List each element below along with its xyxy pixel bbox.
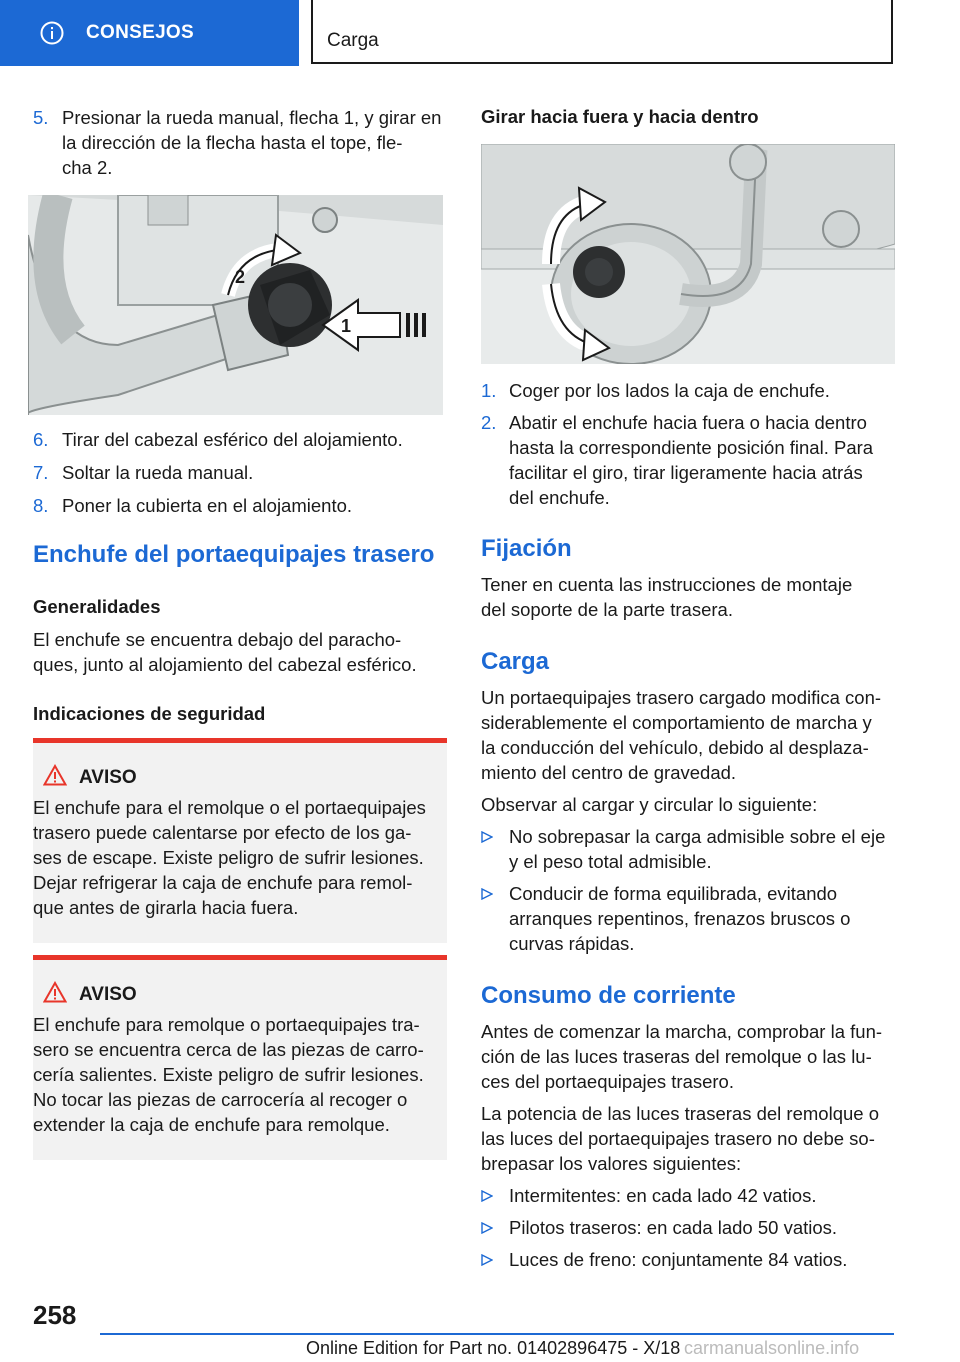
fix-title: Fijación: [481, 535, 572, 562]
chapter-header: [311, 0, 893, 64]
info-icon: [40, 21, 64, 45]
general-text: [33, 627, 417, 677]
step-line: cha 2.: [62, 157, 113, 178]
socket-swing-figure: [481, 144, 895, 364]
text-line: que antes de girarla hacia fuera.: [33, 897, 299, 918]
list-item: [481, 824, 901, 874]
chapter-tab[interactable]: [0, 0, 299, 66]
warning-title: AVISO: [79, 984, 137, 1005]
text-line: ces del portaequipajes trasero.: [481, 1071, 734, 1092]
triangle-bullet-icon: [481, 888, 493, 900]
text-line: El enchufe para el remolque o el portaequipajes: [33, 797, 426, 818]
text-line: extender la caja de enchufe para remolque.: [33, 1114, 390, 1135]
warning-text: [33, 795, 443, 920]
step-line: facilitar el giro, tirar ligeramente hacia atrás: [509, 462, 863, 483]
text-line: Luces de freno: conjuntamente 84 vatios.: [509, 1249, 848, 1270]
text-line: curvas rápidas.: [509, 933, 635, 954]
text-line: Conducir de forma equilibrada, evitando: [509, 883, 838, 904]
text-line: ques, junto al alojamiento del cabezal esférico.: [33, 654, 417, 675]
step-number: 7.: [33, 462, 49, 483]
step-text: Soltar la rueda manual.: [62, 462, 254, 483]
step-number: 5.: [33, 107, 49, 128]
warning-text: [33, 1012, 443, 1137]
socket-swing-illustration: [481, 144, 895, 364]
text-line: No tocar las piezas de carrocería al recoger o: [33, 1089, 408, 1110]
footer-divider: [100, 1333, 894, 1335]
safety-title: Indicaciones de seguridad: [33, 703, 266, 724]
load-observe: Observar al cargar y circular lo siguiente:: [481, 794, 818, 815]
text-line: El enchufe para remolque o portaequipajes tra-: [33, 1014, 420, 1035]
step-line: la dirección de la flecha hasta el tope, fle-: [62, 132, 403, 153]
text-line: cería salientes. Existe peligro de sufrir lesiones.: [33, 1064, 424, 1085]
warning-box: [33, 955, 447, 1160]
chapter-title: Carga: [327, 30, 379, 51]
step-line: Abatir el enchufe hacia fuera o hacia dentro: [509, 412, 867, 433]
text-line: trasero puede calentarse por efecto de los ga-: [33, 822, 412, 843]
step-7: [33, 460, 453, 485]
triangle-bullet-icon: [481, 831, 493, 843]
step-5: [33, 105, 453, 180]
tow-hitch-illustration: [28, 195, 443, 415]
step-text: Tirar del cabezal esférico del alojamiento.: [62, 429, 403, 450]
step-6: [33, 427, 453, 452]
text-line: del soporte de la parte trasera.: [481, 599, 733, 620]
load-text: [481, 685, 881, 785]
text-line: Intermitentes: en cada lado 42 vatios.: [509, 1185, 817, 1206]
arrow-2-label: 2: [235, 267, 246, 287]
step-line: Coger por los lados la caja de enchufe.: [509, 380, 830, 401]
text-line: Tener en cuenta las instrucciones de montaje: [481, 574, 853, 595]
footer-watermark[interactable]: carmanualsonline.info: [684, 1338, 860, 1358]
triangle-bullet-icon: [481, 1190, 493, 1202]
load-title: Carga: [481, 648, 550, 675]
triangle-bullet-icon: [481, 1222, 493, 1234]
step-line: del enchufe.: [509, 487, 610, 508]
warning-box: [33, 738, 447, 943]
list-item: [481, 1247, 901, 1272]
power-text-2: [481, 1101, 879, 1176]
step-number: 6.: [33, 429, 49, 450]
step-line: hasta la correspondiente posición final. Para: [509, 437, 874, 458]
step-number: 1.: [481, 380, 497, 401]
list-item: [481, 1215, 901, 1240]
text-line: La potencia de las luces traseras del remolque o: [481, 1103, 879, 1124]
text-line: y el peso total admisible.: [509, 851, 712, 872]
page-number: 258: [33, 1300, 77, 1330]
turn-title: Girar hacia fuera y hacia dentro: [481, 106, 759, 127]
text-line: la conducción del vehículo, debido al desplaza-: [481, 737, 869, 758]
fix-text: [481, 572, 852, 622]
warning-triangle-icon: [43, 764, 67, 786]
warning-triangle-icon: [43, 981, 67, 1003]
text-line: las luces del portaequipajes trasero no debe so-: [481, 1128, 875, 1149]
step-line: Presionar la rueda manual, flecha 1, y girar en: [62, 107, 442, 128]
text-line: Antes de comenzar la marcha, comprobar la fun-: [481, 1021, 883, 1042]
tow-hitch-figure: [28, 195, 443, 415]
step-text: Poner la cubierta en el alojamiento.: [62, 495, 353, 516]
text-line: ción de las luces traseras del remolque o las lu-: [481, 1046, 872, 1067]
power-text: [481, 1019, 882, 1094]
text-line: siderablemente el comportamiento de marcha y: [481, 712, 872, 733]
step-number: 2.: [481, 412, 497, 433]
step-number: 8.: [33, 495, 49, 516]
arrow-1-label: 1: [341, 316, 352, 336]
power-title: Consumo de corriente: [481, 982, 736, 1009]
section-title: Enchufe del portaequipajes trasero: [33, 541, 435, 568]
tab-label: CONSEJOS: [86, 22, 194, 43]
triangle-bullet-icon: [481, 1254, 493, 1266]
text-line: Un portaequipajes trasero cargado modifica con-: [481, 687, 882, 708]
text-line: Dejar refrigerar la caja de enchufe para remol-: [33, 872, 413, 893]
list-item: [481, 881, 901, 956]
text-line: No sobrepasar la carga admisible sobre el eje: [509, 826, 886, 847]
text-line: sero se encuentra cerca de las piezas de carro-: [33, 1039, 424, 1060]
footer-edition: Online Edition for Part no. 01402896475 - X/18: [306, 1338, 681, 1358]
step-1: [481, 378, 901, 403]
step-8: [33, 493, 453, 518]
text-line: Pilotos traseros: en cada lado 50 vatios.: [509, 1217, 838, 1238]
step-2: [481, 410, 901, 510]
text-line: El enchufe se encuentra debajo del paracho-: [33, 629, 402, 650]
text-line: arranques repentinos, frenazos bruscos o: [509, 908, 851, 929]
list-item: [481, 1183, 901, 1208]
text-line: brepasar los valores siguientes:: [481, 1153, 742, 1174]
warning-title: AVISO: [79, 767, 137, 788]
general-title: Generalidades: [33, 596, 161, 617]
text-line: miento del centro de gravedad.: [481, 762, 737, 783]
text-line: ses de escape. Existe peligro de sufrir lesiones.: [33, 847, 424, 868]
